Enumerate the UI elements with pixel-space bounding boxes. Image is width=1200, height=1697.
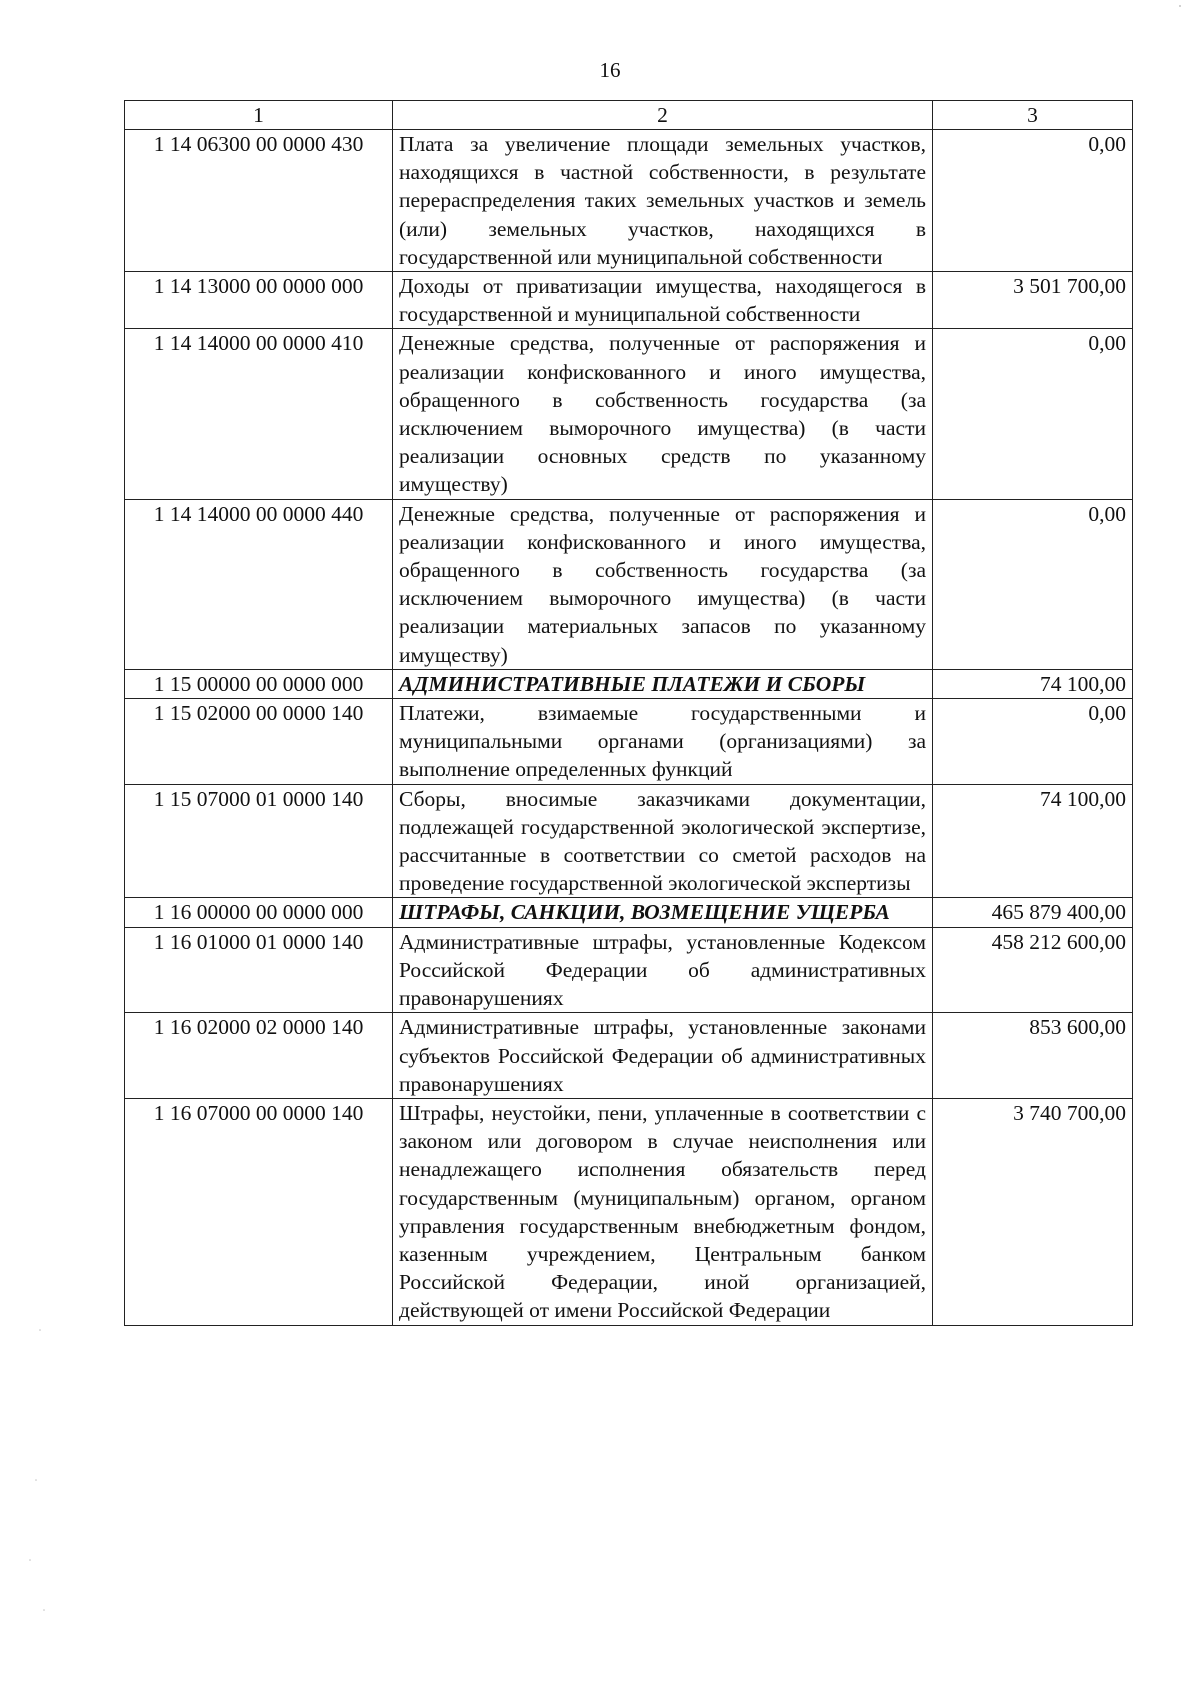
description-cell: ШТРАФЫ, САНКЦИИ, ВОЗМЕЩЕНИЕ УЩЕРБА (393, 898, 933, 927)
column-header-code: 1 (125, 101, 393, 130)
budget-code-cell: 1 16 07000 00 0000 140 (125, 1098, 393, 1325)
amount-cell: 0,00 (933, 329, 1133, 499)
description-cell: Административные штрафы, установленные Кодексом Российской Федерации об административных правонарушениях (393, 927, 933, 1013)
amount-cell: 3 740 700,00 (933, 1098, 1133, 1325)
amount-cell: 853 600,00 (933, 1013, 1133, 1099)
description-cell: Денежные средства, полученные от распоряжения и реализации конфискованного и иного имущества, обращенного в собственность государства (за исключением выморочного имущества) (в части реализации материальных запасов по указанному имуществу) (393, 499, 933, 669)
budget-code-cell: 1 15 02000 00 0000 140 (125, 699, 393, 785)
column-header-description: 2 (393, 101, 933, 130)
description-cell: Плата за увеличение площади земельных участков, находящихся в частной собственности, в результате перераспределения таких земельных участков и земель (или) земельных участков, находящихся в государственной или муниципальной собственности (393, 130, 933, 272)
description-cell: АДМИНИСТРАТИВНЫЕ ПЛАТЕЖИ И СБОРЫ (393, 669, 933, 698)
amount-cell: 0,00 (933, 130, 1133, 272)
table-row (125, 669, 1133, 698)
page-number: 16 (599, 58, 621, 82)
budget-code-cell: 1 16 01000 01 0000 140 (125, 927, 393, 1013)
budget-code-cell: 1 14 14000 00 0000 440 (125, 499, 393, 669)
budget-code-cell: 1 15 00000 00 0000 000 (125, 669, 393, 698)
table-row (125, 784, 1133, 898)
description-cell: Денежные средства, полученные от распоряжения и реализации конфискованного и иного имущества, обращенного в собственность государства (за исключением выморочного имущества) (в части реализации основных средств по указанному имуществу) (393, 329, 933, 499)
amount-cell: 458 212 600,00 (933, 927, 1133, 1013)
budget-code-cell: 1 14 13000 00 0000 000 (125, 272, 393, 329)
table-row (125, 499, 1133, 669)
description-cell: Административные штрафы, установленные законами субъектов Российской Федерации об административных правонарушениях (393, 1013, 933, 1099)
table-row (125, 1013, 1133, 1099)
table-body (125, 130, 1133, 1326)
budget-code-cell: 1 14 06300 00 0000 430 (125, 130, 393, 272)
amount-cell: 465 879 400,00 (933, 898, 1133, 927)
table-header-row (125, 101, 1133, 130)
table-row (125, 898, 1133, 927)
budget-code-cell: 1 15 07000 01 0000 140 (125, 784, 393, 898)
budget-code-cell: 1 16 00000 00 0000 000 (125, 898, 393, 927)
table-row (125, 927, 1133, 1013)
table-row (125, 329, 1133, 499)
description-cell: Штрафы, неустойки, пени, уплаченные в соответствии с законом или договором в случае неисполнения или ненадлежащего исполнения обязательств перед государственным (муниципальным) органом, органом управления государственным внебюджетным фондом, казенным учреждением, Центральным банком Российской Федерации, иной организацией, действующей от имени Российской Федерации (393, 1098, 933, 1325)
table-row (125, 699, 1133, 785)
amount-cell: 0,00 (933, 699, 1133, 785)
table-row (125, 1098, 1133, 1325)
table-row (125, 130, 1133, 272)
description-cell: Сборы, вносимые заказчиками документации, подлежащей государственной экологической экспертизе, рассчитанные в соответствии со сметой расходов на проведение государственной экологической экспертизы (393, 784, 933, 898)
budget-code-cell: 1 16 02000 02 0000 140 (125, 1013, 393, 1099)
amount-cell: 74 100,00 (933, 784, 1133, 898)
column-header-amount: 3 (933, 101, 1133, 130)
revenue-table (124, 100, 1133, 1326)
amount-cell: 74 100,00 (933, 669, 1133, 698)
budget-code-cell: 1 14 14000 00 0000 410 (125, 329, 393, 499)
description-cell: Платежи, взимаемые государственными и муниципальными органами (организациями) за выполнение определенных функций (393, 699, 933, 785)
amount-cell: 3 501 700,00 (933, 272, 1133, 329)
description-cell: Доходы от приватизации имущества, находящегося в государственной и муниципальной собственности (393, 272, 933, 329)
table-row (125, 272, 1133, 329)
amount-cell: 0,00 (933, 499, 1133, 669)
